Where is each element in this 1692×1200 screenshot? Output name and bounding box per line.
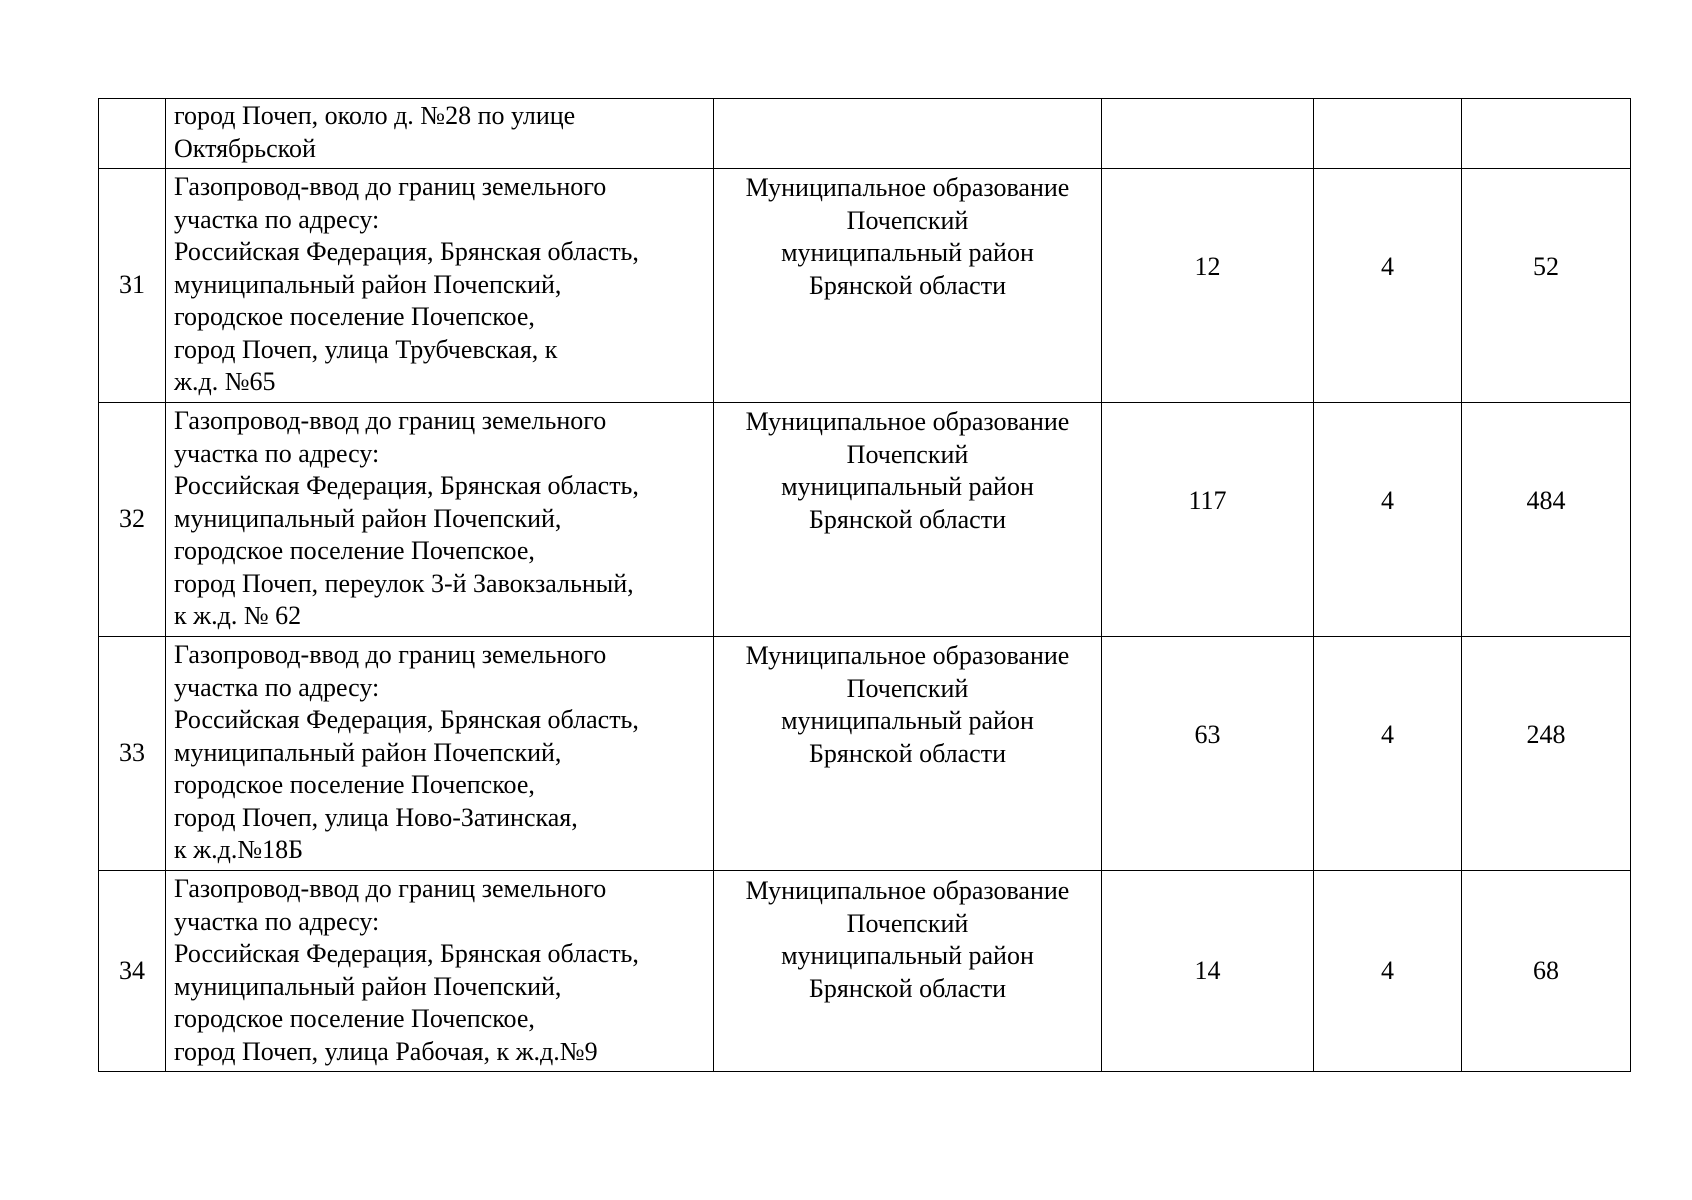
object-name-line: муниципальный район Почепский, bbox=[174, 503, 562, 533]
total-cell bbox=[1462, 637, 1631, 871]
object-name-line: город Почеп, улица Рабочая, к ж.д.№9 bbox=[174, 1036, 598, 1066]
count-value: 4 bbox=[1381, 486, 1394, 516]
table-row bbox=[99, 99, 1631, 169]
row-number bbox=[99, 99, 166, 169]
length-cell bbox=[1102, 403, 1314, 637]
object-name-line: город Почеп, переулок 3-й Завокзальный, bbox=[174, 568, 634, 598]
object-name-line: городское поселение Почепское, bbox=[174, 302, 535, 331]
gas-pipeline-table bbox=[98, 98, 1631, 1072]
object-name-line: участка по адресу: bbox=[174, 438, 380, 468]
table-row bbox=[99, 871, 1631, 1072]
object-name-line: Газопровод-ввод до границ земельного bbox=[174, 406, 607, 435]
length-cell bbox=[1102, 169, 1314, 403]
row-number: 33 bbox=[99, 637, 166, 871]
length-cell bbox=[1102, 637, 1314, 871]
object-name-line: Российская Федерация, Брянская область, bbox=[174, 237, 639, 266]
object-name-line: город Почеп, около д. №28 по улице bbox=[174, 101, 576, 130]
object-name-line: к ж.д. № 62 bbox=[174, 601, 302, 630]
owner-line: Почепский bbox=[846, 205, 969, 235]
object-name-line: муниципальный район Почепский, bbox=[174, 269, 562, 299]
owner-line: Брянской области bbox=[809, 738, 1006, 768]
count-cell bbox=[1314, 169, 1462, 403]
length-cell: 14 bbox=[1102, 871, 1314, 1072]
object-name-cell bbox=[166, 169, 714, 403]
total-value: 484 bbox=[1526, 486, 1566, 516]
object-name-line: участка по адресу: bbox=[174, 204, 380, 234]
count-cell bbox=[1314, 403, 1462, 637]
object-name-line: Газопровод-ввод до границ земельного bbox=[174, 172, 607, 201]
total-cell bbox=[1462, 403, 1631, 637]
owner-line: муниципальный район bbox=[781, 706, 1034, 735]
owner-line: Брянской области bbox=[809, 504, 1006, 534]
count-value: 4 bbox=[1381, 252, 1394, 282]
owner-line: Брянской области bbox=[809, 270, 1006, 300]
owner-line: Почепский bbox=[846, 439, 969, 469]
row-number: 34 bbox=[99, 871, 166, 1072]
owner-line: Муниципальное образование bbox=[745, 407, 1070, 436]
owner-cell bbox=[714, 403, 1102, 637]
table-row bbox=[99, 637, 1631, 871]
total-value: 52 bbox=[1533, 252, 1559, 282]
object-name-line: Газопровод-ввод до границ земельного bbox=[174, 640, 607, 669]
owner-cell bbox=[714, 871, 1102, 1072]
owner-cell bbox=[714, 637, 1102, 871]
count-cell bbox=[1314, 637, 1462, 871]
owner-line: муниципальный район bbox=[781, 472, 1034, 501]
object-name-cell bbox=[166, 99, 714, 169]
owner-line: муниципальный район bbox=[781, 238, 1034, 267]
count-cell: 4 bbox=[1314, 871, 1462, 1072]
owner-line: Почепский bbox=[846, 908, 969, 938]
count-value: 4 bbox=[1381, 720, 1394, 750]
total-cell: 68 bbox=[1462, 871, 1631, 1072]
object-name-line: городское поселение Почепское, bbox=[174, 770, 535, 799]
table-body bbox=[99, 99, 1631, 1072]
object-name-line: к ж.д.№18Б bbox=[174, 835, 304, 864]
row-number: 31 bbox=[99, 169, 166, 403]
owner-cell bbox=[714, 99, 1102, 169]
object-name-line: участка по адресу: bbox=[174, 672, 380, 702]
owner-line: Почепский bbox=[846, 673, 969, 703]
object-name-line: Российская Федерация, Брянская область, bbox=[174, 471, 639, 500]
object-name-line: городское поселение Почепское, bbox=[174, 536, 535, 565]
total-value: 248 bbox=[1526, 720, 1566, 750]
object-name-cell bbox=[166, 871, 714, 1072]
object-name-line: муниципальный район Почепский, bbox=[174, 971, 562, 1001]
owner-line: муниципальный район bbox=[781, 941, 1034, 970]
row-number: 32 bbox=[99, 403, 166, 637]
owner-cell bbox=[714, 169, 1102, 403]
table-row bbox=[99, 403, 1631, 637]
object-name-line: муниципальный район Почепский, bbox=[174, 737, 562, 767]
owner-line: Муниципальное образование bbox=[745, 173, 1070, 202]
length-value: 12 bbox=[1194, 252, 1221, 282]
length-value: 117 bbox=[1188, 486, 1227, 516]
total-cell bbox=[1462, 169, 1631, 403]
object-name-line: городское поселение Почепское, bbox=[174, 1004, 535, 1033]
object-name-cell bbox=[166, 637, 714, 871]
object-name-line: город Почеп, улица Ново-Затинская, bbox=[174, 802, 578, 832]
length-cell bbox=[1102, 99, 1314, 169]
object-name-line: Октябрьской bbox=[174, 133, 316, 163]
owner-line: Муниципальное образование bbox=[745, 876, 1070, 905]
total-cell bbox=[1462, 99, 1631, 169]
object-name-line: Российская Федерация, Брянская область, bbox=[174, 939, 639, 968]
table-row bbox=[99, 169, 1631, 403]
object-name-line: Газопровод-ввод до границ земельного bbox=[174, 874, 607, 903]
length-value: 63 bbox=[1194, 720, 1221, 750]
object-name-line: город Почеп, улица Трубчевская, к bbox=[174, 334, 558, 364]
object-name-cell bbox=[166, 403, 714, 637]
owner-line: Муниципальное образование bbox=[745, 641, 1070, 670]
object-name-line: Российская Федерация, Брянская область, bbox=[174, 705, 639, 734]
object-name-line: ж.д. №65 bbox=[174, 367, 276, 396]
owner-line: Брянской области bbox=[809, 973, 1006, 1003]
object-name-line: участка по адресу: bbox=[174, 906, 380, 936]
count-cell bbox=[1314, 99, 1462, 169]
